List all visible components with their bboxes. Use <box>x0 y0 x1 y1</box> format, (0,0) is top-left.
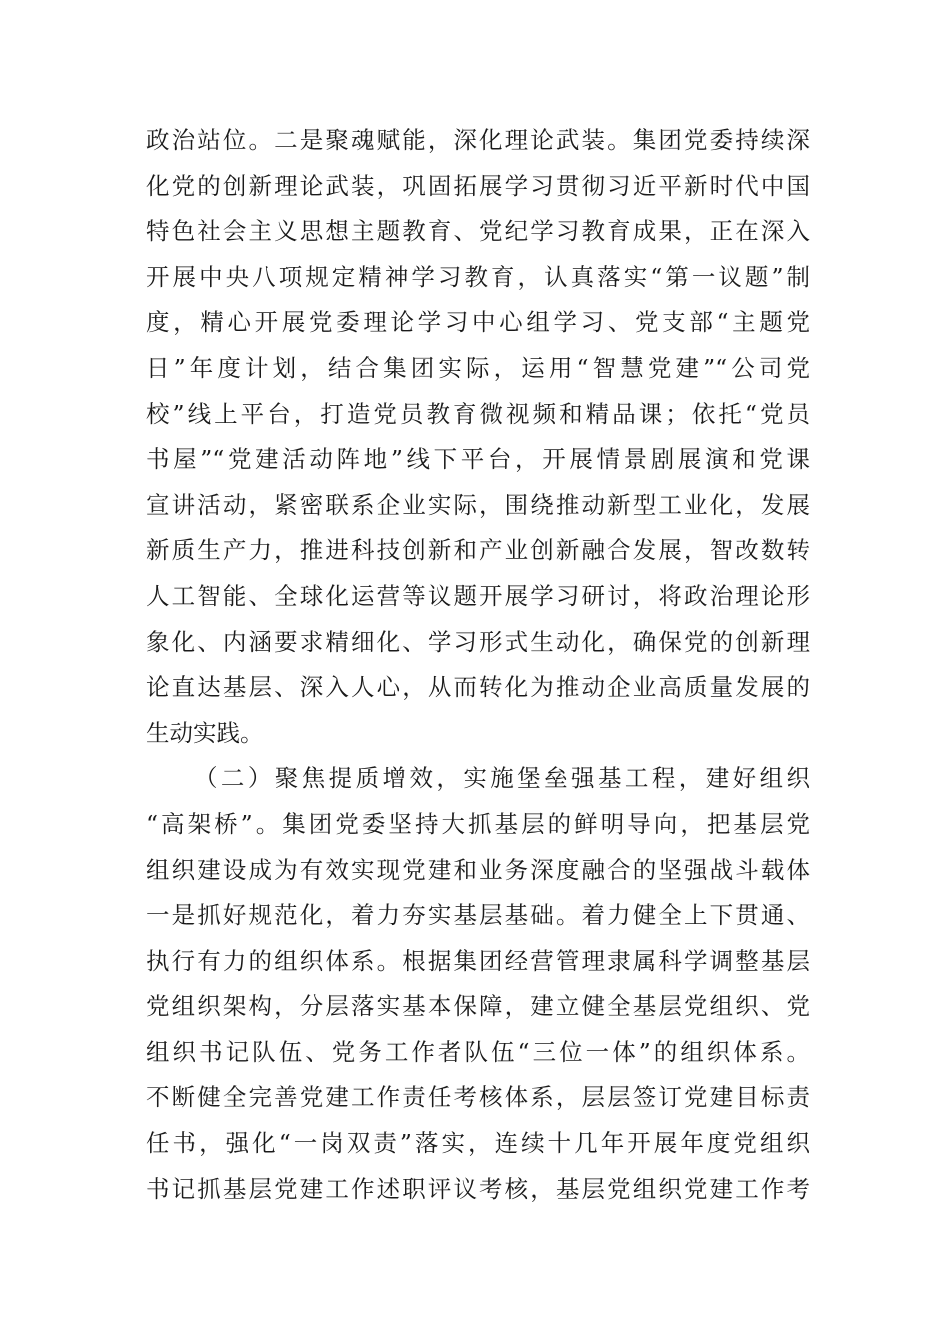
text-line-3: 特色社会主义思想主题教育、党纪学习教育成果，正在深入 <box>146 217 810 246</box>
text-line-4: 开展中央八项规定精神学习教育，认真落实“第一议题”制 <box>146 262 810 291</box>
text-line-7: 校”线上平台，打造党员教育微视频和精品课；依托“党员 <box>146 399 810 428</box>
text-line-2: 化党的创新理论武装，巩固拓展学习贯彻习近平新时代中国 <box>146 171 810 200</box>
text-line-12: 象化、内涵要求精细化、学习形式生动化，确保党的创新理 <box>146 627 810 656</box>
text-line-11: 人工智能、全球化运营等议题开展学习研讨，将政治理论形 <box>146 581 810 610</box>
text-line-24: 书记抓基层党建工作述职评议考核，基层党组织党建工作考 <box>146 1174 810 1203</box>
text-line-20: 党组织架构，分层落实基本保障，建立健全基层党组织、党 <box>146 992 810 1021</box>
text-line-1: 政治站位。二是聚魂赋能，深化理论武装。集团党委持续深 <box>146 126 810 154</box>
section-heading-line: （二）聚焦提质增效，实施堡垒强基工程，建好组织 <box>194 764 810 793</box>
text-line-8: 书屋”“党建活动阵地”线下平台，开展情景剧展演和党课 <box>146 445 810 474</box>
text-line-6: 日”年度计划，结合集团实际，运用“智慧党建”“公司党 <box>146 353 810 382</box>
text-line-18: 一是抓好规范化，着力夯实基层基础。着力健全上下贯通、 <box>146 901 810 930</box>
document-body <box>146 118 810 1212</box>
text-line-16: “高架桥”。集团党委坚持大抓基层的鲜明导向，把基层党 <box>146 809 810 838</box>
text-line-9: 宣讲活动，紧密联系企业实际，围绕推动新型工业化，发展 <box>146 490 810 519</box>
text-line-23: 任书，强化“一岗双责”落实，连续十几年开展年度党组织 <box>146 1129 810 1158</box>
text-line-19: 执行有力的组织体系。根据集团经营管理隶属科学调整基层 <box>146 946 810 975</box>
text-line-22: 不断健全完善党建工作责任考核体系，层层签订党建目标责 <box>146 1083 810 1112</box>
text-line-10: 新质生产力，推进科技创新和产业创新融合发展，智改数转 <box>146 536 810 565</box>
text-line-17: 组织建设成为有效实现党建和业务深度融合的坚强战斗载体 <box>146 855 810 884</box>
text-line-21: 组织书记队伍、党务工作者队伍“三位一体”的组织体系。 <box>146 1037 810 1066</box>
text-line-5: 度，精心开展党委理论学习中心组学习、党支部“主题党 <box>146 308 810 337</box>
text-line-14: 生动实践。 <box>146 718 264 747</box>
text-line-13: 论直达基层、深入人心，从而转化为推动企业高质量发展的 <box>146 673 810 702</box>
